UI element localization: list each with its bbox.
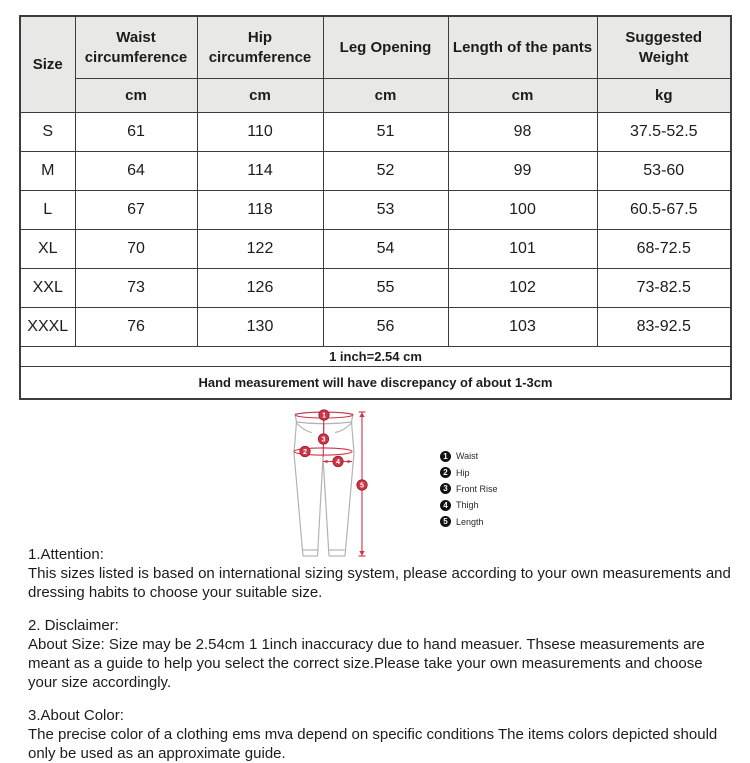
legend-label: Length (456, 516, 484, 527)
unit-hip: cm (197, 79, 323, 113)
cell-leg: 53 (323, 191, 448, 230)
cell-waist: 67 (75, 191, 197, 230)
cell-weight: 73-82.5 (597, 269, 731, 308)
cell-leg: 56 (323, 308, 448, 347)
cell-leg: 52 (323, 152, 448, 191)
col-header-weight: Suggested Weight (597, 16, 731, 79)
cell-length: 99 (448, 152, 597, 191)
note-about-color (28, 706, 731, 763)
cell-size: L (20, 191, 75, 230)
legend-number-icon: 4 (440, 500, 451, 511)
legend-number-icon: 1 (440, 451, 451, 462)
legend-label: Thigh (456, 500, 479, 511)
legend-label: Front Rise (456, 483, 498, 494)
legend-number-icon: 5 (440, 516, 451, 527)
cell-weight: 53-60 (597, 152, 731, 191)
legend-item-thigh (440, 497, 498, 513)
cell-length: 103 (448, 308, 597, 347)
col-header-hip: Hip circumference (197, 16, 323, 79)
cell-leg: 55 (323, 269, 448, 308)
cell-weight: 83-92.5 (597, 308, 731, 347)
unit-weight: kg (597, 79, 731, 113)
table-row (20, 230, 731, 269)
cell-size: S (20, 113, 75, 152)
cell-length: 101 (448, 230, 597, 269)
note-heading: 1.Attention: (28, 546, 104, 563)
note-body: This sizes listed is based on international sizing system, please according to your own measurements and dressing habits to choose your suitable size. (28, 565, 731, 601)
note-heading: 2. Disclaimer: (28, 617, 119, 634)
note-body: The precise color of a clothing ems mva depend on specific conditions The items colors depicted should only be used as an approximate guide. (28, 726, 718, 762)
col-header-size: Size (20, 16, 75, 113)
note-body: About Size: Size may be 2.54cm 1 1inch inaccuracy due to hand measuer. Thsese measurements are meant as a guide to help you select the correct size.Please take your own measurements and choose your size accordingly. (28, 636, 705, 691)
header-row (20, 16, 731, 79)
measurement-lines (294, 412, 366, 556)
legend-item-length (440, 514, 498, 530)
note-attention (28, 545, 731, 602)
cell-length: 102 (448, 269, 597, 308)
unit-waist: cm (75, 79, 197, 113)
cell-waist: 61 (75, 113, 197, 152)
notes-section (28, 545, 731, 763)
cell-size: XXL (20, 269, 75, 308)
cell-waist: 70 (75, 230, 197, 269)
table-row (20, 113, 731, 152)
legend-label: Waist (456, 451, 479, 462)
cell-length: 98 (448, 113, 597, 152)
footnote-hand-measurement: Hand measurement will have discrepancy of about 1-3cm (20, 367, 731, 400)
legend-label: Hip (456, 467, 470, 478)
cell-hip: 110 (197, 113, 323, 152)
cell-hip: 130 (197, 308, 323, 347)
col-header-leg: Leg Opening (323, 16, 448, 79)
note-heading: 3.About Color: (28, 707, 124, 724)
cell-hip: 122 (197, 230, 323, 269)
legend-item-hip (440, 464, 498, 480)
footnote-inch: 1 inch=2.54 cm (20, 347, 731, 367)
note-disclaimer (28, 616, 731, 692)
marker-number: 5 (360, 480, 364, 490)
units-row (20, 79, 731, 113)
cell-waist: 64 (75, 152, 197, 191)
table-row (20, 152, 731, 191)
cell-hip: 126 (197, 269, 323, 308)
size-chart-table (19, 15, 732, 400)
measurement-markers (300, 410, 367, 490)
marker-number: 4 (336, 457, 340, 467)
marker-number: 1 (322, 410, 326, 420)
cell-weight: 68-72.5 (597, 230, 731, 269)
legend-item-front-rise (440, 481, 498, 497)
table-row (20, 308, 731, 347)
cell-length: 100 (448, 191, 597, 230)
unit-leg: cm (323, 79, 448, 113)
cell-size: M (20, 152, 75, 191)
legend-number-icon: 2 (440, 467, 451, 478)
table-row (20, 191, 731, 230)
cell-weight: 60.5-67.5 (597, 191, 731, 230)
marker-number: 2 (303, 447, 307, 457)
footnote-hand-row (20, 367, 731, 400)
unit-length: cm (448, 79, 597, 113)
col-header-waist: Waist circumference (75, 16, 197, 79)
marker-number: 3 (321, 434, 326, 444)
measurement-legend (440, 448, 498, 530)
cell-size: XXXL (20, 308, 75, 347)
cell-waist: 76 (75, 308, 197, 347)
cell-hip: 114 (197, 152, 323, 191)
footnote-inch-row (20, 347, 731, 367)
pants-measurement-diagram (275, 408, 375, 560)
legend-item-waist (440, 448, 498, 464)
cell-weight: 37.5-52.5 (597, 113, 731, 152)
col-header-length: Length of the pants (448, 16, 597, 79)
legend-number-icon: 3 (440, 483, 451, 494)
cell-waist: 73 (75, 269, 197, 308)
cell-leg: 51 (323, 113, 448, 152)
table-row (20, 269, 731, 308)
cell-hip: 118 (197, 191, 323, 230)
cell-leg: 54 (323, 230, 448, 269)
cell-size: XL (20, 230, 75, 269)
